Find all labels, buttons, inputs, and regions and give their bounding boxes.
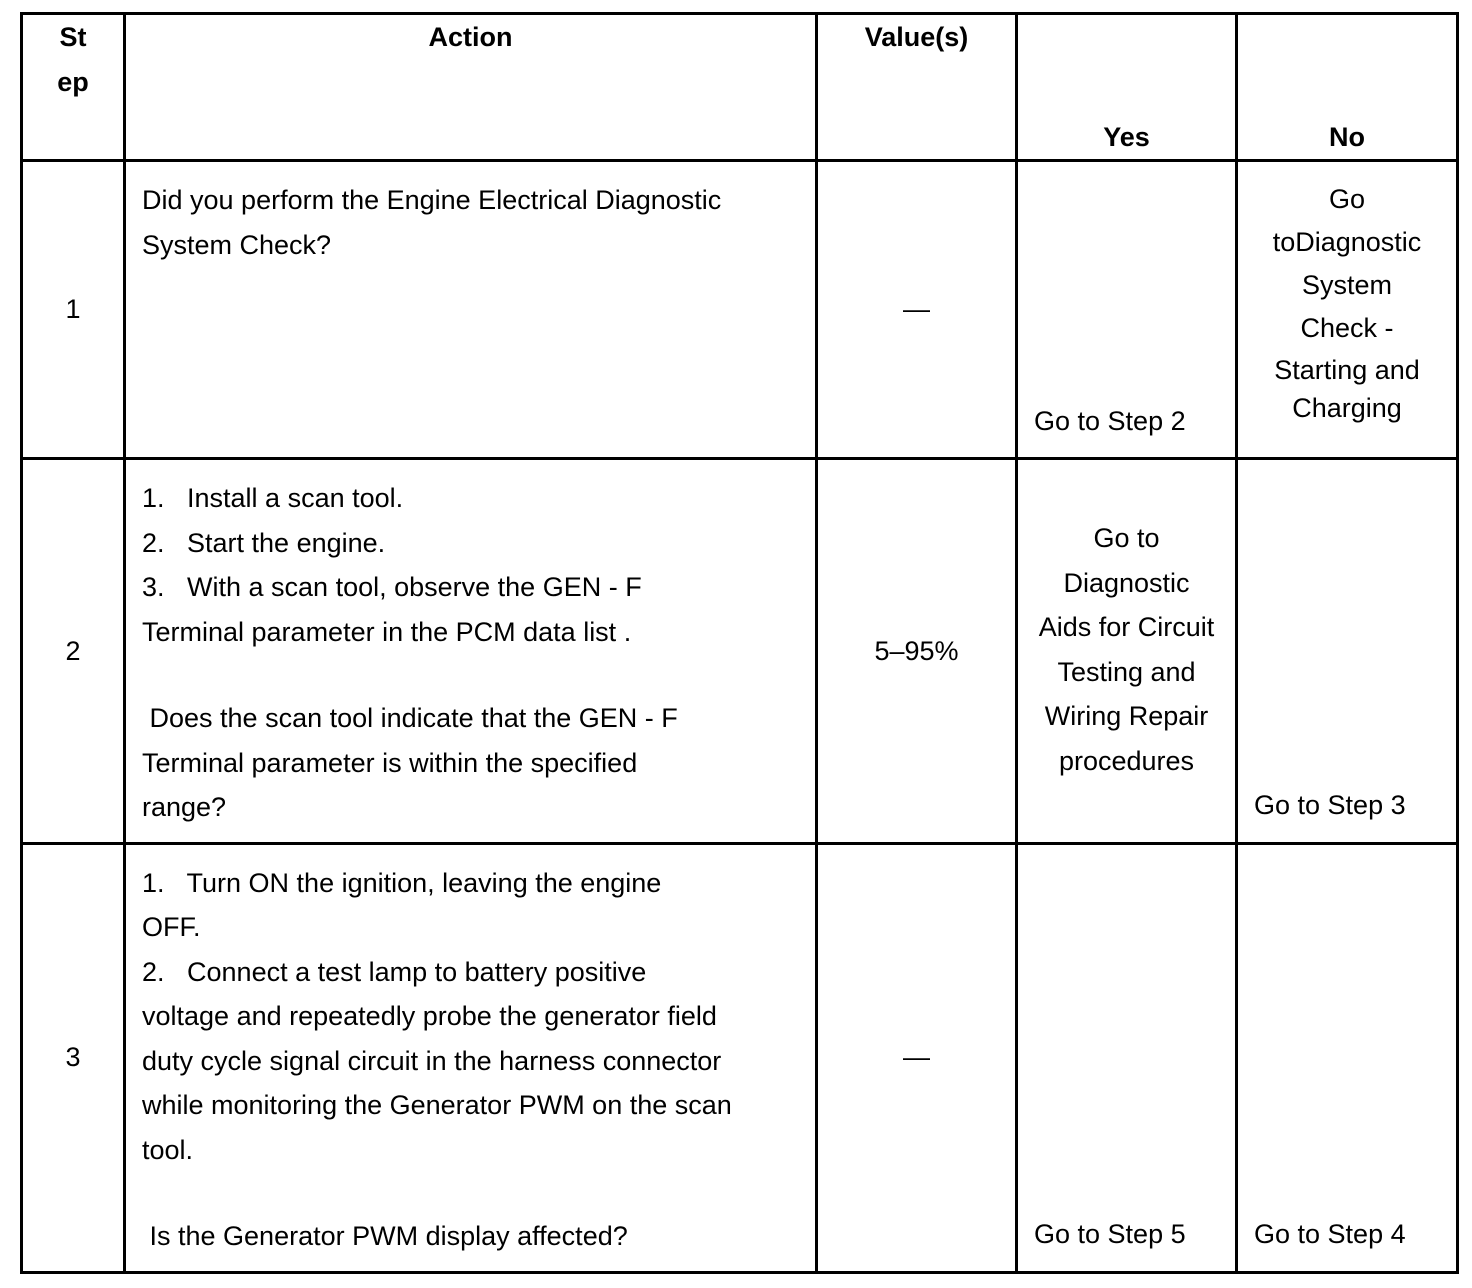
action-line: voltage and repeatedly probe the generator field	[142, 1001, 717, 1031]
question-line: Terminal parameter is within the specified	[142, 747, 638, 778]
no-cell	[1237, 843, 1458, 1272]
no-link[interactable]: Go to Step 3	[1254, 790, 1406, 820]
header-yes: Yes	[1017, 14, 1237, 161]
no-line: Go	[1328, 184, 1366, 214]
spacer	[142, 654, 799, 696]
step-number: 3	[22, 843, 125, 1272]
yes-cell	[1017, 843, 1237, 1272]
question-line: Does the scan tool indicate that the GEN - F	[142, 703, 678, 733]
header-step-line2: ep	[57, 66, 89, 97]
yes-line: Wiring Repair	[1044, 701, 1209, 731]
yes-cell[interactable]	[1017, 459, 1237, 844]
action-line: 1. Install a scan tool.	[142, 483, 404, 513]
yes-line: Diagnostic	[1063, 567, 1190, 598]
action-cell	[125, 459, 817, 844]
yes-line: procedures	[1058, 745, 1195, 776]
action-line: while monitoring the Generator PWM on the scan	[142, 1090, 732, 1120]
yes-line: Testing and	[1057, 656, 1196, 687]
table-row	[22, 843, 1458, 1272]
no-line: Charging	[1292, 393, 1402, 423]
action-line: OFF.	[142, 912, 201, 942]
action-line: 1. Turn ON the ignition, leaving the engine	[142, 867, 662, 898]
header-row	[22, 14, 1458, 161]
spacer	[142, 1172, 799, 1214]
value-cell: —	[817, 161, 1017, 459]
question-line: range?	[142, 792, 227, 822]
action-line: 2. Start the engine.	[142, 527, 386, 558]
action-line: 2. Connect a test lamp to battery positive	[142, 956, 647, 987]
question-line: Is the Generator PWM display affected?	[142, 1221, 628, 1251]
no-link[interactable]: Go to Step 4	[1254, 1219, 1406, 1249]
no-cell	[1237, 459, 1458, 844]
value-cell: 5–95%	[817, 459, 1017, 844]
diagnostic-table	[20, 12, 1459, 1274]
yes-cell	[1017, 161, 1237, 459]
action-line: duty cycle signal circuit in the harness connector	[142, 1045, 722, 1076]
no-line: System	[1301, 270, 1393, 300]
action-line: Terminal parameter in the PCM data list .	[142, 616, 632, 647]
no-line: toDiagnostic	[1272, 227, 1422, 257]
value-cell: —	[817, 843, 1017, 1272]
no-line: Starting and	[1274, 355, 1420, 385]
action-cell	[125, 843, 817, 1272]
action-line: 3. With a scan tool, observe the GEN - F	[142, 572, 642, 602]
yes-link[interactable]: Go to Step 5	[1034, 1219, 1186, 1249]
no-cell[interactable]	[1237, 161, 1458, 459]
no-line: Check -	[1300, 313, 1394, 343]
header-no: No	[1237, 14, 1458, 161]
yes-line: Aids for Circuit	[1038, 612, 1215, 642]
step-number: 1	[22, 161, 125, 459]
yes-link[interactable]: Go to Step 2	[1034, 405, 1186, 436]
yes-line: Go to	[1093, 523, 1160, 553]
table-row	[22, 161, 1458, 459]
action-cell	[125, 161, 817, 459]
header-action: Action	[125, 14, 817, 161]
table-row	[22, 459, 1458, 844]
action-line: tool.	[142, 1134, 194, 1165]
header-step-line1: St	[59, 22, 87, 52]
header-step	[22, 14, 125, 161]
action-line: Did you perform the Engine Electrical Diagnostic	[142, 185, 722, 215]
header-values: Value(s)	[817, 14, 1017, 161]
action-line: System Check?	[142, 229, 332, 260]
step-number: 2	[22, 459, 125, 844]
